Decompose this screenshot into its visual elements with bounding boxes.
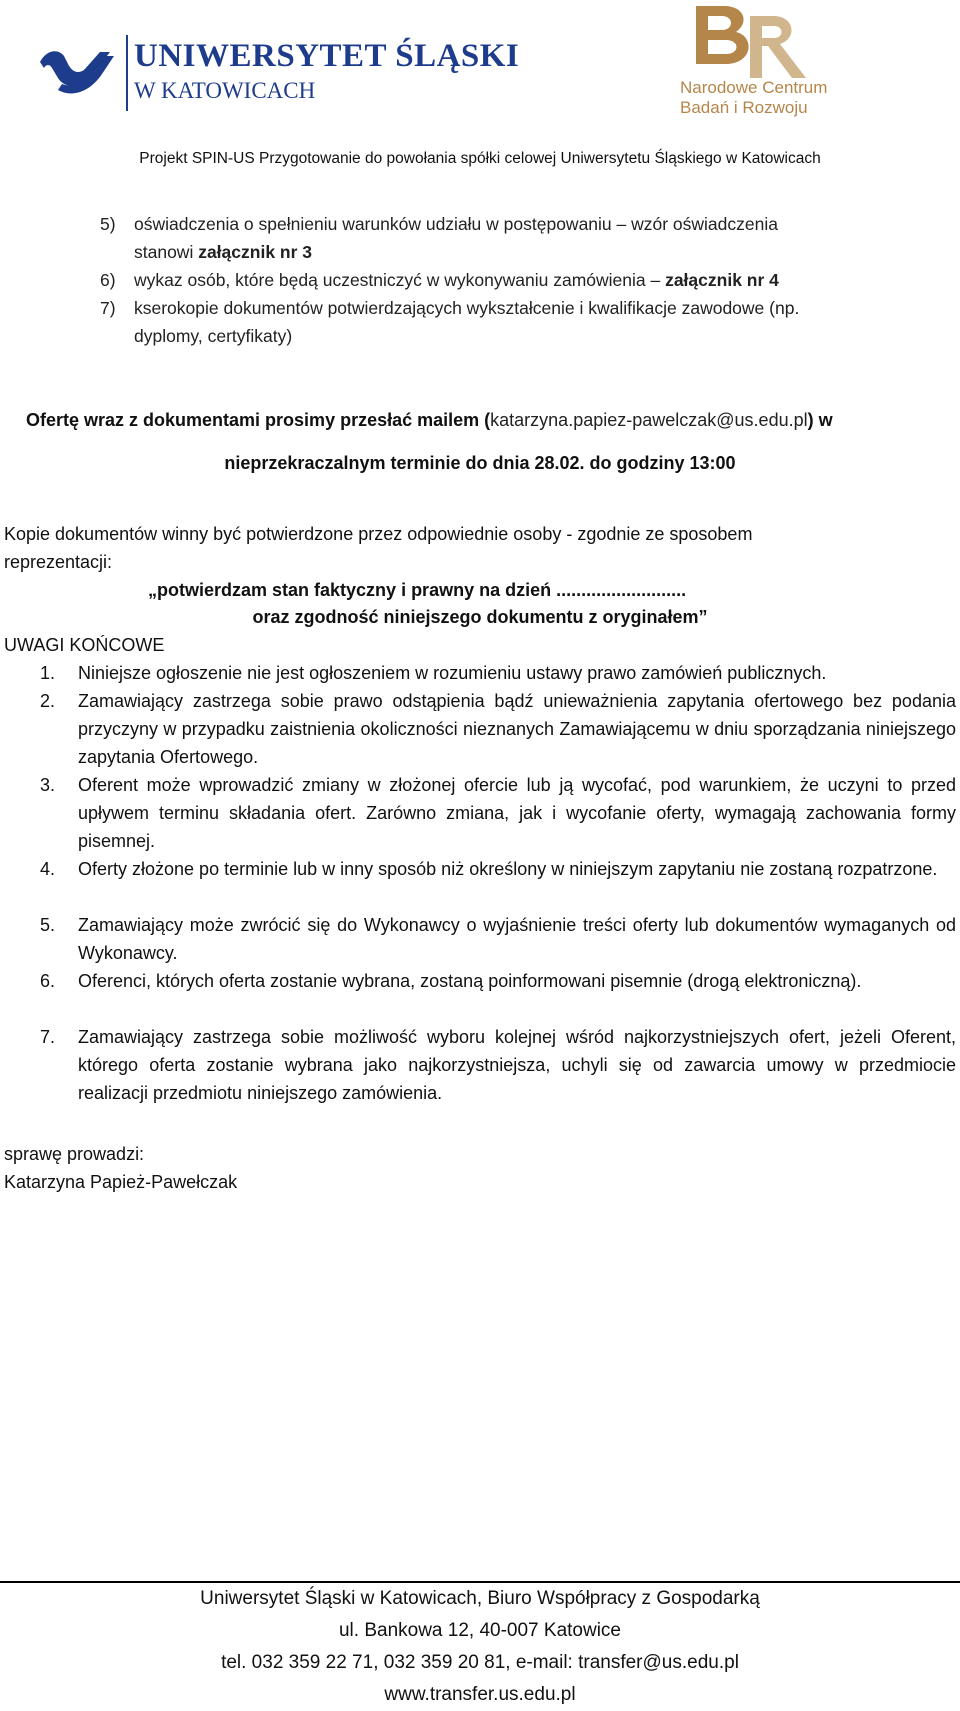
list-item-text: stanowi [134, 242, 199, 262]
contact-name: Katarzyna Papież-Pawełczak [4, 1172, 238, 1192]
final-note-text: Oferent może wprowadzić zmiany w złożonej ofercie lub ją wycofać, pod warunkiem, że uczyni to przed upływem terminu składania ofert. Zarówno zmiana, jak i wycofanie oferty, wymagają zachowania formy pisemnej. [78, 775, 956, 851]
final-note-text: Zamawiający zastrzega sobie prawo odstąpienia bądź unieważnienia zapytania ofertowego bez podania przyczyny w przypadku zaistnienia okoliczności nieznanych Zamawiającemu w dniu sporządzania niniejszego zapytania Ofertowego. [78, 691, 956, 767]
certification-formula-line2: oraz zgodność niniejszego dokumentu z oryginałem” [252, 607, 708, 627]
final-note-number: 1. [40, 663, 56, 683]
list-item [100, 210, 778, 238]
ncbr-name-line1: Narodowe Centrum [680, 78, 828, 97]
final-note-text: Oferenci, których oferta zostanie wybrana, zostaną poinformowani pisemnie (drogą elektroniczną). [78, 971, 862, 991]
final-note-number: 2. [40, 691, 56, 711]
list-item-text: wykaz osób, które będą uczestniczyć w wykonywaniu zamówienia – [134, 270, 666, 290]
ncbr-name-line2: Badań i Rozwoju [680, 98, 808, 117]
final-notes-heading: UWAGI KOŃCOWE [4, 635, 165, 655]
university-name: UNIWERSYTET ŚLĄSKI [134, 38, 520, 74]
footer-divider [0, 1581, 960, 1583]
list-item-text: oświadczenia o spełnieniu warunków udziału w postępowaniu – wzór oświadczenia [134, 214, 778, 234]
final-note-number: 4. [40, 859, 56, 879]
final-note-text: Oferty złożone po terminie lub w inny sposób niż określony w niniejszym zapytaniu nie zostaną rozpatrzone. [78, 859, 938, 879]
final-note-number: 6. [40, 971, 56, 991]
list-item [100, 266, 779, 294]
certification-formula-line1: „potwierdzam stan faktyczny i prawny na dzień .......................... [148, 580, 687, 600]
contact-email-link[interactable]: katarzyna.papiez-pawelczak@us.edu.pl [490, 410, 808, 430]
footer-phone-email: tel. 032 359 22 71, 032 359 20 81, e-mail: transfer@us.edu.pl [221, 1652, 739, 1673]
list-item [100, 294, 799, 322]
offer-instructions [26, 406, 833, 434]
copies-paragraph-line1: Kopie dokumentów winny być potwierdzone przez odpowiednie osoby - zgodnie ze sposobem [4, 524, 753, 544]
final-note-text: Niniejsze ogłoszenie nie jest ogłoszeniem w rozumieniu ustawy prawo zamówień publicznych. [78, 663, 827, 683]
final-note-text: Zamawiający może zwrócić się do Wykonawcy o wyjaśnienie treści oferty lub dokumentów wymaganych od Wykonawcy. [78, 915, 956, 963]
offer-text-end: ) w [807, 410, 833, 430]
footer-website-link[interactable]: www.transfer.us.edu.pl [384, 1684, 576, 1705]
list-item-text: kserokopie dokumentów potwierdzających wykształcenie i kwalifikacje zawodowe (np. [134, 298, 800, 318]
university-city: W KATOWICACH [134, 78, 316, 103]
attachment-reference: załącznik nr 3 [198, 242, 313, 262]
list-item-continuation [134, 238, 312, 266]
footer-institution: Uniwersytet Śląski w Katowicach, Biuro Współpracy z Gospodarką [200, 1588, 760, 1609]
offer-text: Ofertę wraz z dokumentami prosimy przesłać mailem ( [26, 410, 491, 430]
final-note-number: 3. [40, 775, 56, 795]
footer-address: ul. Bankowa 12, 40-007 Katowice [338, 1620, 621, 1641]
project-title: Projekt SPIN-US Przygotowanie do powołania spółki celowej Uniwersytetu Śląskiego w Katowicach [139, 150, 821, 167]
university-logo [38, 32, 518, 114]
list-item-number: 7) [100, 298, 116, 318]
list-item-number: 5) [100, 214, 116, 234]
final-note-number: 5. [40, 915, 56, 935]
contact-label: sprawę prowadzi: [4, 1144, 145, 1164]
logo-divider [126, 35, 128, 111]
final-note-text: Zamawiający zastrzega sobie możliwość wyboru kolejnej wśród najkorzystniejszych ofert, jeżeli Oferent, którego oferta zostanie wybrana jako najkorzystniejsza, uchyli się od zawarcia umowy w przedmiocie realizacji przedmiotu niniejszego zamówienia. [78, 1027, 956, 1103]
list-item-continuation: dyplomy, certyfikaty) [134, 326, 293, 346]
copies-paragraph-line2: reprezentacji: [4, 552, 113, 572]
final-note-number: 7. [40, 1027, 56, 1047]
list-item-number: 6) [100, 270, 116, 290]
attachment-reference: załącznik nr 4 [665, 270, 779, 290]
offer-deadline: nieprzekraczalnym terminie do dnia 28.02. do godziny 13:00 [224, 453, 736, 473]
ncbr-br-monogram-icon [688, 2, 873, 80]
university-emblem-icon [38, 44, 118, 98]
ncbr-logo [668, 0, 878, 124]
final-note-item [40, 659, 826, 687]
